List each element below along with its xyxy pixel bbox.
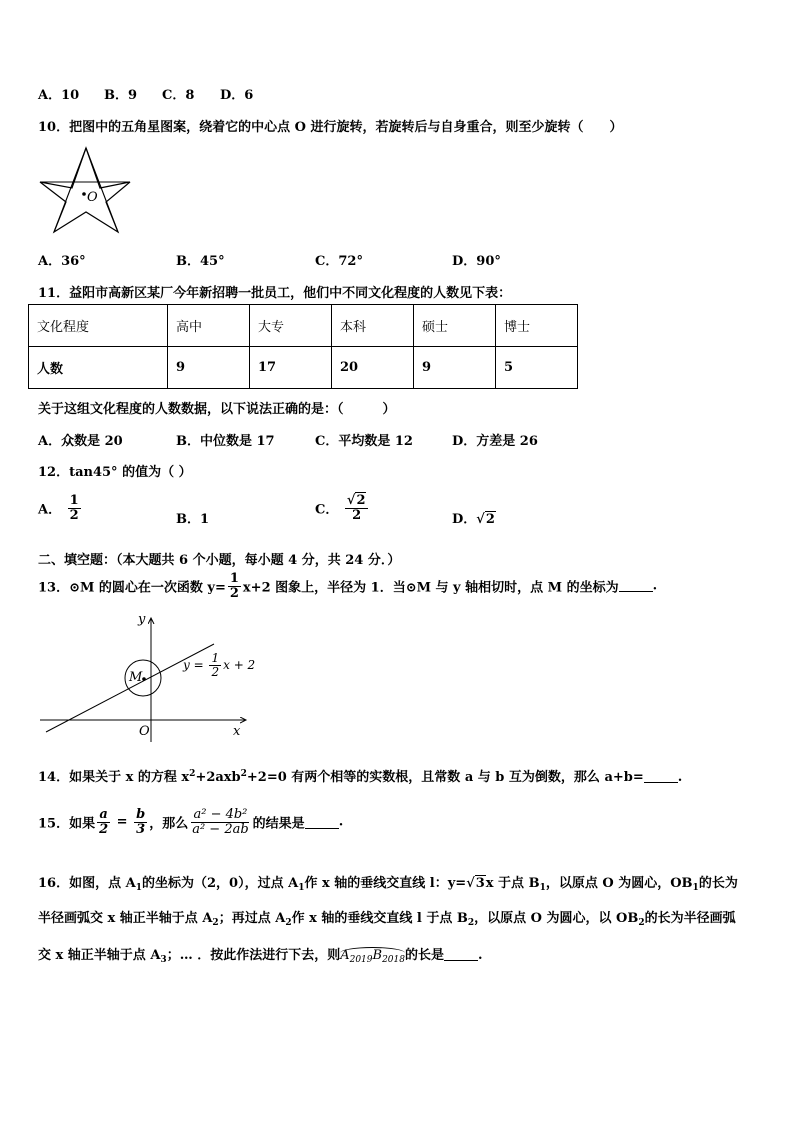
fraction-denominator: 3 <box>136 821 146 837</box>
q16-text: 的长为半径画弧 <box>644 911 736 926</box>
q9-option-d: D．6 <box>220 88 254 103</box>
table-row <box>29 347 578 389</box>
subscript: 1 <box>692 883 699 893</box>
graph-origin-label: O <box>139 724 150 739</box>
table-cell: 9 <box>414 347 496 389</box>
graph-x-label: x <box>233 724 241 739</box>
eq-pre: y = <box>183 658 208 673</box>
q11-stem: 11．益阳市高新区某厂今年新招聘一批员工，他们中不同文化程度的人数见下表： <box>38 286 512 301</box>
subscript: 2 <box>285 918 292 928</box>
fraction-numerator: a² − 4b² <box>193 807 248 822</box>
fraction-numerator: √2 <box>345 494 369 509</box>
fraction <box>228 572 241 600</box>
education-table <box>28 304 578 389</box>
q11-option-d: D．方差是 26 <box>452 434 538 449</box>
q16-line2 <box>38 907 736 928</box>
q10-option-b: B．45° <box>176 254 225 269</box>
fraction-denominator: a² − 2ab <box>192 821 249 837</box>
q14-end: . <box>677 770 683 785</box>
arc-end: B <box>372 948 383 963</box>
q16-text: ；再过点 A <box>218 911 286 926</box>
table-row <box>29 305 578 347</box>
q16-text: 交 x 轴正半轴于点 A <box>38 948 161 963</box>
table-cell: 人数 <box>29 347 168 389</box>
radicand: 2 <box>356 493 366 508</box>
fraction <box>345 494 369 522</box>
arc-notation <box>340 947 405 965</box>
q11-option-b: B．中位数是 17 <box>176 434 275 449</box>
q16-end: . <box>478 948 483 963</box>
table-cell: 大专 <box>250 305 332 347</box>
table-cell: 17 <box>250 347 332 389</box>
q16-text: ；… ．按此作法进行下去，则 <box>166 948 341 963</box>
fraction-denominator: 2 <box>352 507 362 523</box>
q16-text: 的长为 <box>698 876 738 891</box>
eq-post: x + 2 <box>223 658 256 673</box>
q16-text: 的长是 <box>404 948 444 963</box>
q16-text: ，以原点 O 为圆心，OB <box>545 876 693 891</box>
fraction-denominator: 2 <box>211 664 220 679</box>
q14-text-mid: +2axb <box>195 770 241 785</box>
superscript: 2 <box>189 769 196 779</box>
q10-stem: 10．把图中的五角星图案，绕着它的中心点 O 进行旋转，若旋转后与自身重合，则至少旋转（ ） <box>38 120 623 135</box>
q15-text-mid: ，那么 <box>149 816 189 832</box>
fraction <box>209 652 221 678</box>
q16-text: 作 x 轴的垂线交直线 l 于点 B <box>291 911 468 926</box>
q14-text-post: +2=0 有两个相等的实数根，且常数 a 与 b 互为倒数，那么 a+b= <box>246 770 644 785</box>
arc-start: A <box>340 948 350 963</box>
table-cell: 文化程度 <box>29 305 168 347</box>
q13-end: . <box>652 578 658 594</box>
subscript: 1 <box>135 883 142 893</box>
star-center-label: O <box>87 190 98 205</box>
subscript: 2019 <box>349 955 373 965</box>
fraction-numerator: 1 <box>211 651 220 665</box>
fraction <box>68 494 81 522</box>
fraction-numerator: 1 <box>229 571 239 586</box>
option-label: D． <box>452 512 477 527</box>
q15-text-pre: 15．如果 <box>38 816 96 832</box>
graph-m-label: M <box>129 670 143 685</box>
fraction-numerator: a <box>99 807 108 822</box>
q12-stem: 12．tan45° 的值为（ ） <box>38 465 192 480</box>
q12-option-b: B．1 <box>176 512 210 527</box>
q13-text-post: x+2 图象上，半径为 1．当⊙M 与 y 轴相切时，点 M 的坐标为 <box>242 580 619 596</box>
fraction-numerator: b <box>136 807 146 822</box>
q15-text-post: 的结果是 <box>252 816 305 832</box>
fraction-denominator: 2 <box>99 821 109 837</box>
q9-option-a: A．10 <box>38 88 80 103</box>
answer-blank[interactable] <box>305 816 339 829</box>
table-cell: 高中 <box>168 305 250 347</box>
q11-option-c: C．平均数是 12 <box>315 434 413 449</box>
fraction-denominator: 2 <box>69 507 79 523</box>
table-cell: 5 <box>496 347 578 389</box>
q15-end: . <box>338 814 344 830</box>
q16-text: 作 x 轴的垂线交直线 l：y= <box>304 876 467 891</box>
table-cell: 本科 <box>332 305 414 347</box>
section-heading: 二、填空题：（本大题共 6 个小题，每小题 4 分，共 24 分．） <box>38 553 401 568</box>
q13-text-pre: 13．⊙M 的圆心在一次函数 y= <box>38 580 226 596</box>
subscript: 1 <box>298 883 305 893</box>
equals-sign: = <box>112 814 133 830</box>
fraction <box>134 808 147 836</box>
q16-text: 的坐标为（2，0），过点 A <box>141 876 299 891</box>
q13-stem <box>38 572 657 600</box>
graph-equation <box>183 652 255 678</box>
q9-option-c: C．8 <box>162 88 195 103</box>
answer-blank[interactable] <box>644 770 678 783</box>
q11-follow: 关于这组文化程度的人数数据，以下说法正确的是：（ ） <box>38 402 396 417</box>
fraction <box>97 808 110 836</box>
q10-option-c: C．72° <box>315 254 363 269</box>
subscript: 2018 <box>382 955 405 965</box>
radicand: 2 <box>485 512 495 527</box>
q16-text: x 于点 B <box>485 876 540 891</box>
option-label: A． <box>38 502 62 518</box>
subscript: 2 <box>638 918 645 928</box>
q12-option-c <box>315 494 370 522</box>
q16-line1: 16．如图，点 $A_1$的坐标为（2，0），过点 $A_1$作 x 轴的垂线交直线 l：y=√3x 于点 $B_1$，以原点 O 为圆心，$OB_1$的长为 <box>38 876 738 893</box>
q16-text: 16．如图，点 A <box>38 876 136 891</box>
table-cell: 博士 <box>496 305 578 347</box>
subscript: 2 <box>212 918 219 928</box>
superscript: 2 <box>240 769 247 779</box>
graph-y-label: y <box>138 612 146 627</box>
q12-option-d: D．√2 <box>452 512 495 527</box>
q12-option-a <box>38 494 83 522</box>
q14-text-pre: 14．如果关于 x 的方程 x <box>38 770 190 785</box>
fraction-numerator: 1 <box>69 493 79 508</box>
subscript: 3 <box>160 955 167 965</box>
fraction <box>190 808 250 836</box>
q16-line3 <box>38 944 483 965</box>
answer-blank[interactable] <box>619 579 653 592</box>
q11-option-a: A．众数是 20 <box>38 434 123 449</box>
answer-blank[interactable] <box>444 948 478 961</box>
table-cell: 硕士 <box>414 305 496 347</box>
table-cell: 9 <box>168 347 250 389</box>
option-label: C． <box>315 502 339 518</box>
fraction-denominator: 2 <box>229 585 239 601</box>
table-cell: 20 <box>332 347 414 389</box>
radicand: 3 <box>475 876 485 891</box>
q15-stem <box>38 808 343 836</box>
q14-stem <box>38 766 682 785</box>
q16-text: 半径画弧交 x 轴正半轴于点 A <box>38 911 213 926</box>
q10-option-d: D．90° <box>452 254 501 269</box>
q9-option-b: B．9 <box>104 88 138 103</box>
star-figure <box>36 144 132 236</box>
q10-option-a: A．36° <box>38 254 86 269</box>
subscript: 1 <box>539 883 546 893</box>
q16-text: ，以原点 O 为圆心，以 OB <box>474 911 639 926</box>
subscript: 2 <box>467 918 475 928</box>
